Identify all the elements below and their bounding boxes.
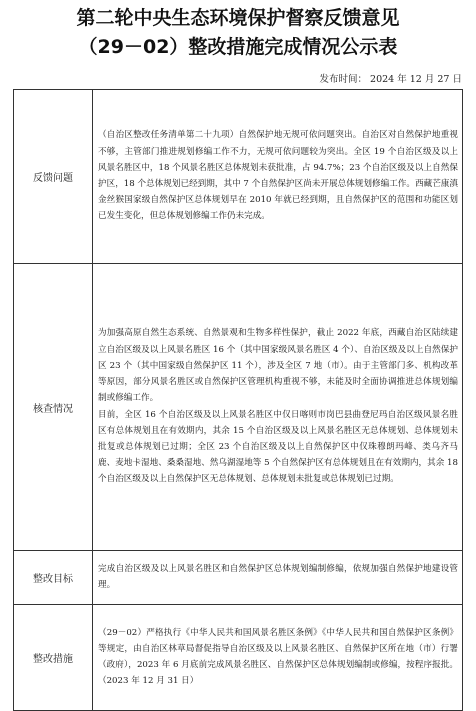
page-title-line-2: （29－02）整改措施完成情况公示表 xyxy=(78,36,398,58)
check-paragraph-2: 目前，全区 16 个自治区级及以上风景名胜区中仅日喀则市岗巴县曲登尼玛自治区级风景名胜区有总体规划且在有效期内，其余 15 个自治区级及以上风景名胜区无总体规划、总体规划未批复或总体规划已过期；全区 23 个自治区级及以上自然保护区中仅珠穆朗玛峰、类乌齐马鹿、麦地卡湿地、桑桑湿地、然乌湖湿地等 5 个自然保护区有总体规划且在有效期内，其余 18 个自治区级及以上自然保护区无总体规划、总体规划未批复或总体规划已过期。 xyxy=(98,409,458,485)
feedback-label: 反馈问题 xyxy=(14,90,93,264)
measures-label: 整改措施 xyxy=(14,605,93,711)
table-row-goal xyxy=(14,551,463,605)
goal-content xyxy=(93,551,463,605)
table-row-check xyxy=(14,264,463,551)
publish-date: 发布时间： 2024 年 12 月 27 日 xyxy=(319,74,462,85)
goal-text: 完成自治区级及以上风景名胜区和自然保护区总体规划编制修编，依规加强自然保护地建设管理。 xyxy=(98,563,458,590)
rectification-table xyxy=(13,89,463,711)
page-title-line-1: 第二轮中央生态环境保护督察反馈意见 xyxy=(76,7,400,29)
check-content xyxy=(93,264,463,551)
goal-label: 整改目标 xyxy=(14,551,93,605)
check-paragraph-1: 为加强高原自然生态系统、自然景观和生物多样性保护，截止 2022 年底，西藏自治区陆续建立自治区级及以上风景名胜区 16 个（其中国家级风景名胜区 4 个）、自治区级及以上自然保护区 23 个（其中国家级自然保护区 11 个），涉及全区 7 地（市）。由于主管部门多、机构改革等原因，部分风景名胜区或自然保护区管理机构重视不够，未能及时全面协调推进总体规划编制或修编工作。 xyxy=(98,328,458,404)
table-row-feedback xyxy=(14,90,463,264)
measures-content xyxy=(93,605,463,711)
measures-text: （29－02）严格执行《中华人民共和国风景名胜区条例》《中华人民共和国自然保护区条例》等规定，由自治区林草局督促指导自治区级及以上风景名胜区、自然保护区所在地（市）行署（政府），2023 年 6 月底前完成风景名胜区、自然保护区总体规划编制或修编，按程序报批。（2023 年 12 月 31 日） xyxy=(98,627,458,687)
check-label: 核查情况 xyxy=(14,264,93,551)
table-row-measures xyxy=(14,605,463,711)
feedback-text: （自治区整改任务清单第二十九项）自然保护地无规可依问题突出。自治区对自然保护地重视不够，主管部门推进规划修编工作不力，无规可依问题较为突出。全区 19 个自治区级及以上风景名胜区中，18 个风景名胜区总体规划未获批准，占 94.7%；23 个自治区级及以上自然保护区，18 个总体规划已经到期，其中 7 个自然保护区尚未开展总体规划修编工作。西藏芒康滇金丝猴国家级自然保护区总体规划早在 2010 年就已经到期，且自然保护区的范围和功能区划已发生变化，但总体规划修编工作仍未完成。 xyxy=(98,130,458,222)
feedback-content xyxy=(93,90,463,264)
